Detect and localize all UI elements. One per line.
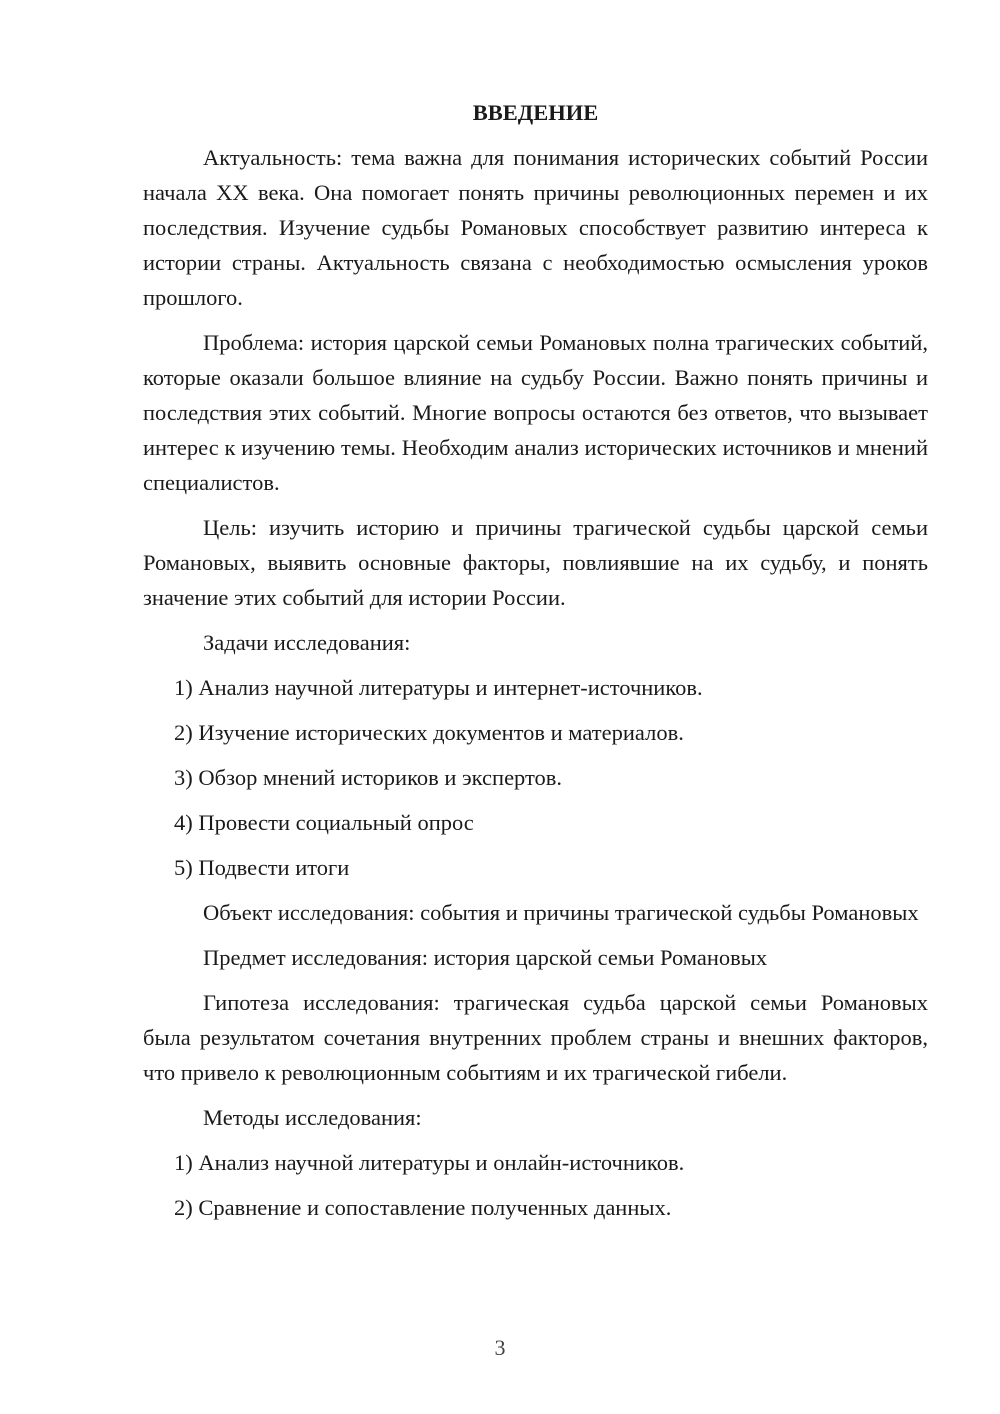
task-item: 3) Обзор мнений историков и экспертов. bbox=[174, 765, 563, 790]
task-item: 1) Анализ научной литературы и интернет-источников. bbox=[174, 675, 703, 700]
document-page bbox=[143, 95, 928, 1235]
goal-paragraph: Цель: изучить историю и причины трагической судьбы царской семьи Романовых, выявить основные факторы, повлиявшие на их судьбу, и понять значение этих событий для истории России. bbox=[143, 515, 928, 610]
relevance-paragraph: Актуальность: тема важна для понимания исторических событий России начала XX века. Она помогает понять причины революционных перемен и их последствия. Изучение судьбы Романовых способствует развитию интереса к истории страны. Актуальность связана с необходимостью осмысления уроков прошлого. bbox=[143, 145, 928, 310]
method-item: 1) Анализ научной литературы и онлайн-источников. bbox=[174, 1150, 685, 1175]
task-item: 5) Подвести итоги bbox=[174, 855, 350, 880]
problem-paragraph: Проблема: история царской семьи Романовых полна трагических событий, которые оказали большое влияние на судьбу России. Важно понять причины и последствия этих событий. Многие вопросы остаются без ответов, что вызывает интерес к изучению темы. Необходим анализ исторических источников и мнений специалистов. bbox=[143, 330, 928, 495]
page-number: 3 bbox=[494, 1335, 506, 1360]
tasks-list bbox=[143, 670, 928, 885]
task-item: 2) Изучение исторических документов и материалов. bbox=[174, 720, 684, 745]
method-item: 2) Сравнение и сопоставление полученных данных. bbox=[174, 1195, 672, 1220]
page-title: ВВЕДЕНИЕ bbox=[472, 100, 599, 125]
task-item: 4) Провести социальный опрос bbox=[174, 810, 474, 835]
tasks-heading: Задачи исследования: bbox=[203, 630, 411, 655]
object-paragraph: Объект исследования: события и причины трагической судьбы Романовых bbox=[203, 900, 919, 925]
hypothesis-paragraph: Гипотеза исследования: трагическая судьба царской семьи Романовых была результатом сочетания внутренних проблем страны и внешних факторов, что привело к революционным событиям и их трагической гибели. bbox=[143, 990, 928, 1085]
subject-paragraph: Предмет исследования: история царской семьи Романовых bbox=[203, 945, 768, 970]
methods-heading: Методы исследования: bbox=[203, 1105, 422, 1130]
methods-list bbox=[143, 1145, 928, 1225]
